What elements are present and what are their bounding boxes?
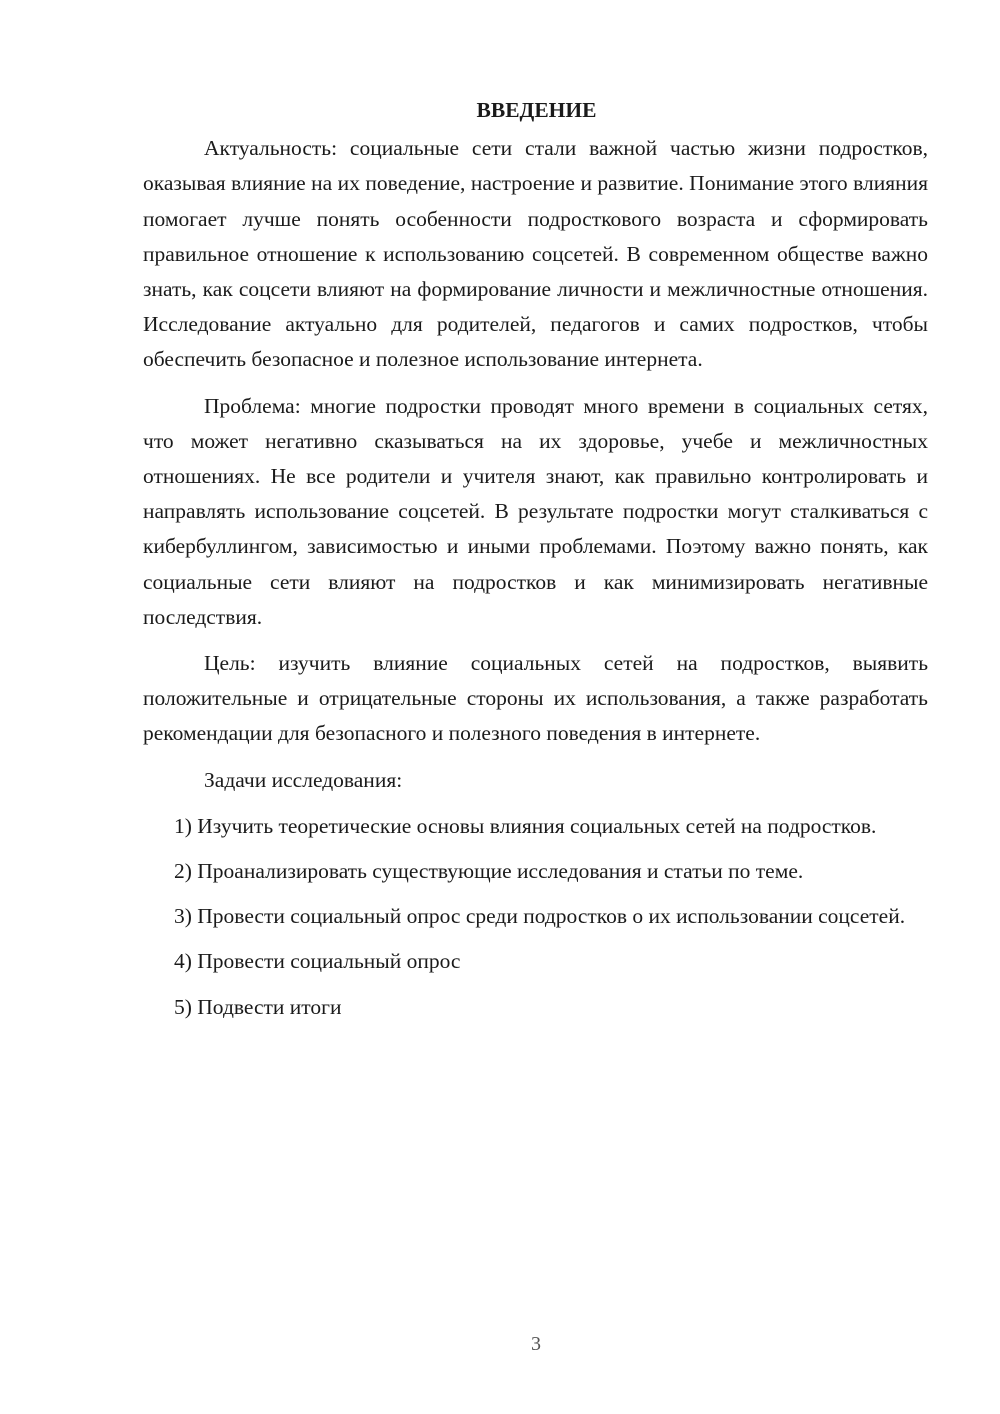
task-item-5: 5) Подвести итоги: [174, 994, 342, 1019]
relevance-paragraph: Актуальность: социальные сети стали важной частью жизни подростков, оказывая влияние на их поведение, настроение и развитие. Понимание этого влияния помогает лучше понять особенности подросткового возраста и сформировать правильное отношение к использованию соцсетей. В современном обществе важно знать, как соцсети влияют на формирование личности и межличностные отношения. Исследование актуально для родителей, педагогов и самих подростков, чтобы обеспечить безопасное и полезное использование интернета.: [143, 136, 928, 372]
task-item-1: 1) Изучить теоретические основы влияния социальных сетей на подростков.: [174, 813, 877, 838]
page-body: [143, 93, 928, 1035]
page-number: 3: [531, 1333, 541, 1355]
section-heading: ВВЕДЕНИЕ: [476, 98, 597, 122]
goal-paragraph: Цель: изучить влияние социальных сетей на подростков, выявить положительные и отрицательные стороны их использования, а также разработать рекомендации для безопасного и полезного поведения в интернете.: [143, 651, 928, 746]
task-item-2: 2) Проанализировать существующие исследования и статьи по теме.: [174, 859, 804, 884]
problem-paragraph: Проблема: многие подростки проводят много времени в социальных сетях, что может негативно сказываться на их здоровье, учебе и межличностных отношениях. Не все родители и учителя знают, как правильно контролировать и направлять использование соцсетей. В результате подростки могут сталкиваться с кибербуллингом, зависимостью и иными проблемами. Поэтому важно понять, как социальные сети влияют на подростков и как минимизировать негативные последствия.: [143, 393, 928, 629]
task-item-3: 3) Провести социальный опрос среди подростков о их использовании соцсетей.: [174, 904, 906, 929]
task-item-4: 4) Провести социальный опрос: [174, 949, 461, 974]
tasks-intro: Задачи исследования:: [204, 767, 403, 792]
